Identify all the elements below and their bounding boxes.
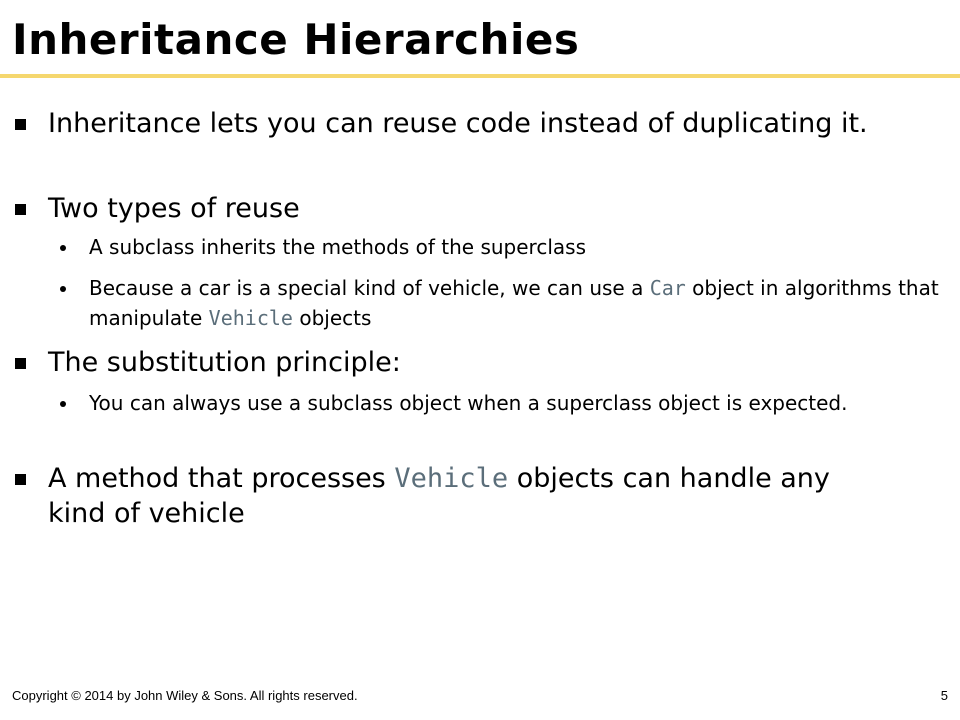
title-underline — [0, 74, 960, 78]
code-vehicle: Vehicle — [394, 463, 509, 494]
copyright-footer: Copyright © 2014 by John Wiley & Sons. All rights reserved. — [12, 688, 358, 703]
text-run: objects — [292, 306, 372, 330]
bullet-text: Inheritance lets you can reuse code instead of duplicating it. — [48, 108, 868, 139]
square-bullet-icon — [15, 119, 26, 130]
round-bullet-icon — [60, 286, 66, 292]
text-run: object in algorithms that manipulate — [89, 276, 939, 330]
text-run: objects can handle any kind of vehicle — [48, 463, 830, 529]
sub-bullet-text: You can always use a subclass object when a superclass object is expected. — [89, 391, 848, 415]
bullet-text: Two types of reuse — [48, 193, 300, 224]
bullet-text — [48, 345, 878, 380]
round-bullet-icon — [60, 245, 66, 251]
text-run: Because a car is a special kind of vehicle, we can use a — [89, 276, 650, 300]
sub-bullet-text: A subclass inherits the methods of the superclass — [89, 235, 586, 259]
bullet-text — [48, 461, 878, 531]
page-title: Inheritance Hierarchies — [12, 15, 580, 64]
sub-bullet-text — [89, 273, 944, 333]
code-car: Car — [649, 276, 686, 300]
page-number: 5 — [940, 688, 948, 703]
square-bullet-icon — [15, 358, 26, 369]
round-bullet-icon — [60, 401, 66, 407]
square-bullet-icon — [15, 474, 26, 485]
square-bullet-icon — [15, 204, 26, 215]
text-run: A method that processes — [48, 463, 395, 494]
text-run: : — [391, 347, 401, 378]
text-run: The substitution principle — [48, 347, 392, 378]
code-vehicle: Vehicle — [208, 306, 293, 330]
